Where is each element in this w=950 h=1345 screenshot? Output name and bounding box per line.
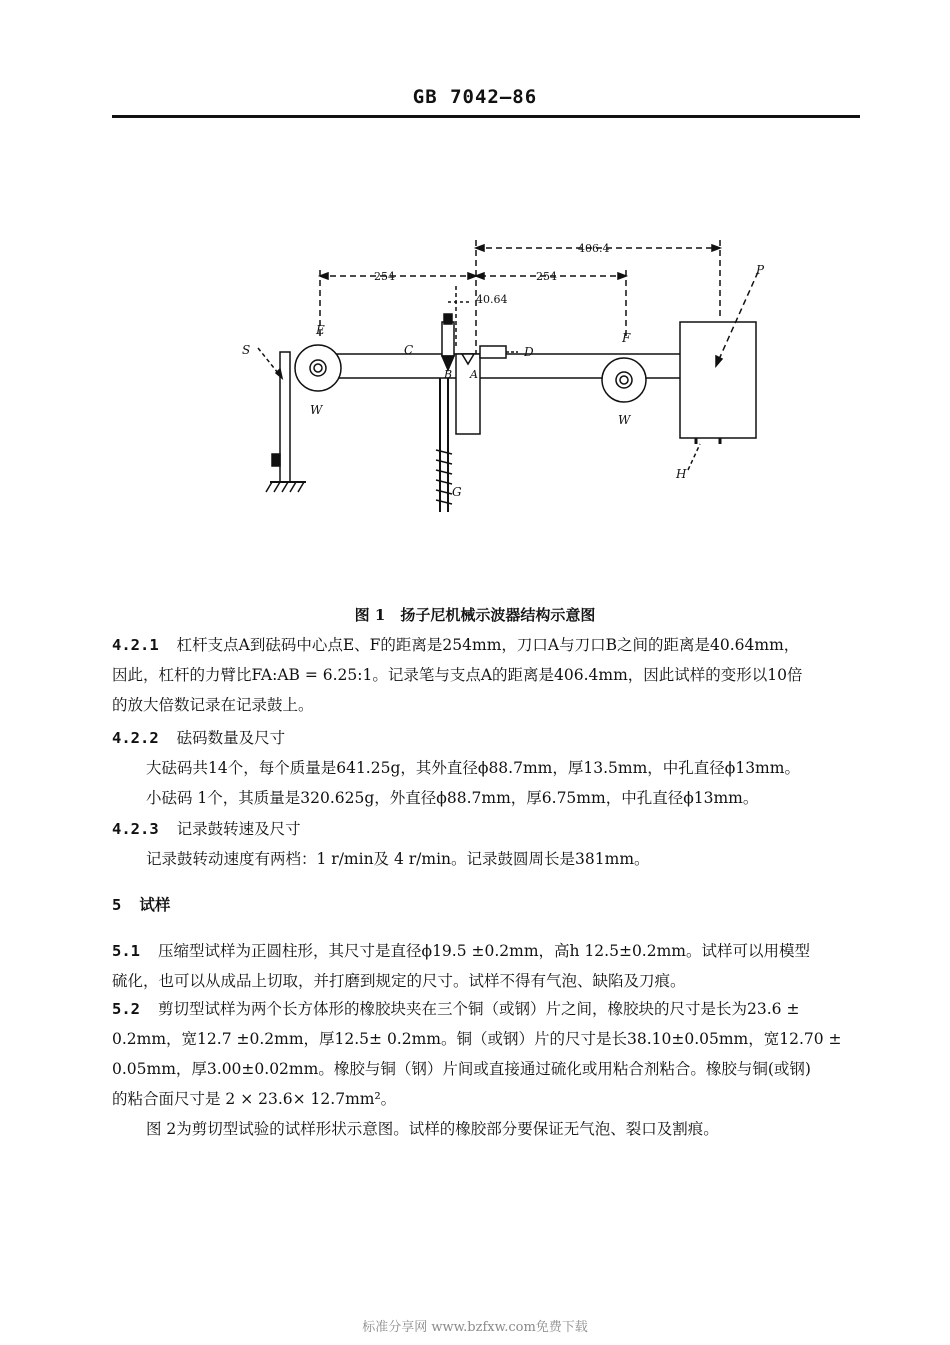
section-title: 记录鼓转速及尺寸 (176, 820, 301, 838)
paragraph-line: 记录鼓转动速度有两档：1 r/min及 4 r/min。记录鼓圆周长是381mm。 (146, 850, 650, 868)
figure-caption: 图 1 扬子尼机械示波器结构示意图 (354, 606, 596, 624)
section-number: 5 (112, 896, 122, 914)
recording-drum (680, 322, 756, 438)
dim-254-right: 254 (536, 270, 557, 283)
specimen-holder (456, 354, 480, 434)
section-4-2-2 (112, 723, 864, 813)
footer-watermark: 标准分享网 www.bzfxw.com免费下载 (362, 1320, 588, 1335)
paragraph-line: 的粘合面尺寸是 2 × 23.6× 12.7mm²。 (112, 1090, 397, 1108)
section-number: 4.2.2 (112, 729, 159, 747)
section-5-2 (112, 994, 864, 1144)
label-e: E (316, 323, 325, 337)
paragraph-line: 压缩型试样为正圆柱形，其尺寸是直径ϕ19.5 ±0.2mm，高h 12.5±0.2mm。试样可以用模型 (158, 942, 810, 960)
paragraph-line: 图 2为剪切型试验的试样形状示意图。试样的橡胶部分要保证无气泡、裂口及割痕。 (146, 1120, 719, 1138)
paragraph-line: 剪切型试样为两个长方体形的橡胶块夹在三个铜（或钢）片之间，橡胶块的尺寸是长为23.6 ± (158, 1000, 800, 1018)
label-b: B (444, 368, 453, 381)
header-rule (112, 115, 860, 118)
section-number: 5.1 (112, 942, 140, 960)
section-5-1 (112, 936, 864, 996)
page-header: GB 7042—86 (412, 86, 538, 108)
label-f: F (622, 331, 631, 345)
label-h: H (676, 467, 687, 481)
section-title: 砝码数量及尺寸 (176, 729, 286, 747)
paragraph-line: 硫化，也可以从成品上切取，并打磨到规定的尺寸。试样不得有气泡、缺陷及刀痕。 (112, 972, 686, 990)
paragraph-line: 小砝码 1个，其质量是320.625g，外直径ϕ88.7mm，厚6.75mm，中孔直径ϕ13mm。 (146, 789, 759, 807)
oscillograph-diagram (230, 230, 790, 520)
label-p: P (756, 263, 765, 277)
support-stand (280, 352, 290, 482)
section-number: 4.2.3 (112, 820, 159, 838)
paragraph-line: 大砝码共14个，每个质量是641.25g，其外直径ϕ88.7mm，厚13.5mm，中孔直径ϕ13mm。 (146, 759, 800, 777)
section-number: 4.2.1 (112, 636, 159, 654)
label-w-right: W (618, 413, 631, 427)
weight-e (295, 345, 341, 391)
section-number: 5.2 (112, 1000, 140, 1018)
paragraph-line: 0.05mm，厚3.00±0.02mm。橡胶与铜（钢）片间或直接通过硫化或用粘合剂粘合。橡胶与铜(或钢) (112, 1060, 811, 1078)
label-c: C (404, 343, 414, 357)
paragraph-line: 杠杆支点A到砝码中心点E、F的距离是254mm，刀口A与刀口B之间的距离是40.64mm， (176, 636, 800, 654)
label-s: S (242, 343, 251, 357)
dim-406: 406.4 (578, 242, 610, 255)
dim-40-64: 40.64 (476, 293, 508, 306)
paragraph-line: 因此，杠杆的力臂比FA:AB = 6.25:1。记录笔与支点A的距离是406.4mm，因此试样的变形以10倍 (112, 666, 803, 684)
section-4-2-3 (112, 814, 864, 874)
section-title: 试样 (139, 895, 171, 914)
paragraph-line: 0.2mm，宽12.7 ±0.2mm，厚12.5± 0.2mm。铜（或钢）片的尺寸是长38.10±0.05mm，宽12.70 ± (112, 1030, 842, 1048)
section-4-2-1 (112, 630, 864, 720)
dimension-lines (320, 240, 720, 370)
weight-f (602, 358, 646, 402)
dim-254-left: 254 (374, 270, 395, 283)
label-g: G (452, 485, 462, 499)
label-w-left: W (310, 403, 323, 417)
paragraph-line: 的放大倍数记录在记录鼓上。 (112, 696, 314, 714)
section-5 (112, 890, 864, 920)
label-d: D (524, 345, 534, 359)
label-a: A (470, 368, 478, 381)
